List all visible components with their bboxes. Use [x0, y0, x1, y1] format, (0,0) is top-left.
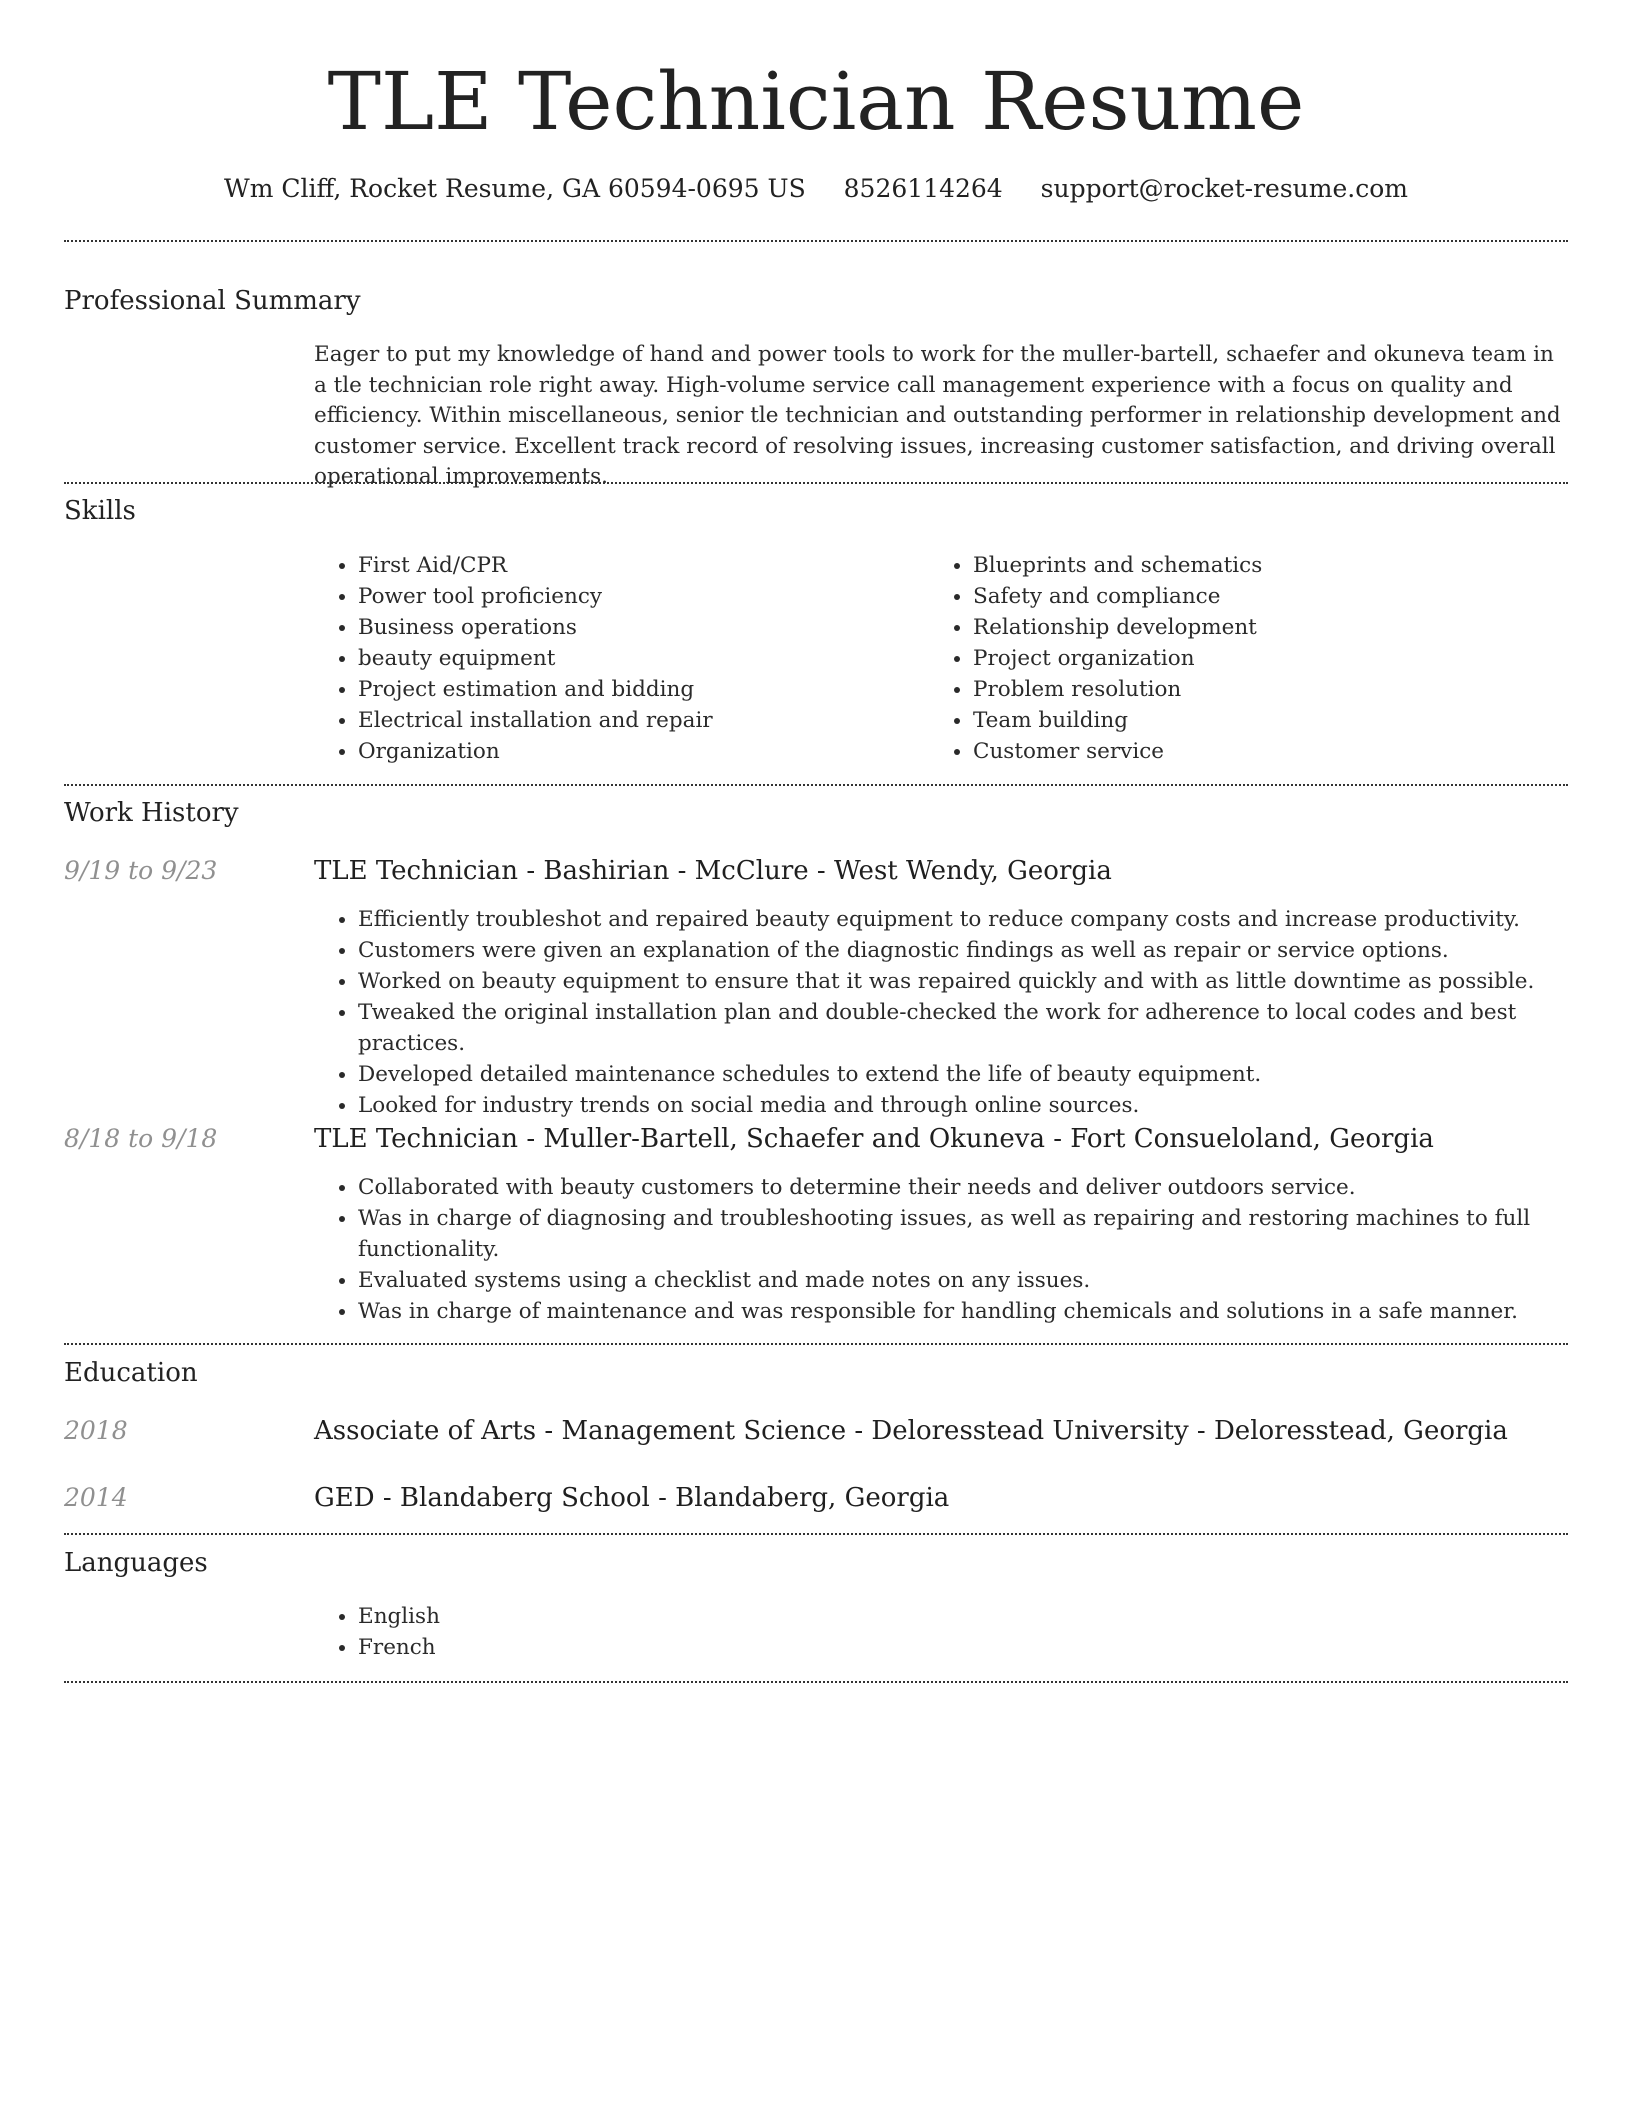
contact-address: Wm Cliff, Rocket Resume, GA 60594-0695 US	[224, 174, 806, 203]
list-item: • English	[358, 1601, 958, 1632]
list-item: • Organization	[358, 736, 918, 767]
list-item: • Blueprints and schematics	[973, 550, 1573, 581]
job-bullets	[314, 1172, 1558, 1327]
list-item: • Evaluated systems using a checklist and made notes on any issues.	[358, 1265, 1558, 1296]
divider	[64, 1533, 1568, 1535]
contact-phone[interactable]: 8526114264	[843, 174, 1003, 203]
list-item: • Collaborated with beauty customers to determine their needs and deliver outdoors service.	[358, 1172, 1558, 1203]
job-title: TLE Technician - Muller-Bartell, Schaefer and Okuneva - Fort Consueloland, Georgia	[314, 1124, 1434, 1154]
job-dates: 8/18 to 9/18	[64, 1124, 218, 1153]
list-item: • Power tool proficiency	[358, 581, 918, 612]
list-item: • Electrical installation and repair	[358, 705, 918, 736]
list-item: • Developed detailed maintenance schedules to extend the life of beauty equipment.	[358, 1059, 1612, 1090]
list-item: • Safety and compliance	[973, 581, 1573, 612]
summary-text: Eager to put my knowledge of hand and power tools to work for the muller-bartell, schaefer and okuneva team in a tle technician role right away. High-volume service call management experience with a focus on quality and efficiency. Within miscellaneous, senior tle technician and outstanding performer in relationship development and customer service. Excellent track record of resolving issues, increasing customer satisfaction, and driving overall operational improvements.	[314, 342, 1561, 489]
list-item: • Was in charge of maintenance and was responsible for handling chemicals and solutions in a safe manner.	[358, 1296, 1558, 1327]
divider	[64, 240, 1568, 242]
list-item: • Project organization	[973, 643, 1573, 674]
divider	[64, 482, 1568, 484]
job-dates: 9/19 to 9/23	[64, 856, 218, 885]
section-heading-skills: Skills	[64, 496, 136, 526]
list-item: • Business operations	[358, 612, 918, 643]
list-item: • Relationship development	[973, 612, 1573, 643]
job-title: TLE Technician - Bashirian - McClure - West Wendy, Georgia	[314, 856, 1112, 886]
divider	[64, 1343, 1568, 1345]
list-item: • Efficiently troubleshot and repaired beauty equipment to reduce company costs and increase productivity.	[358, 904, 1612, 935]
list-item: • French	[358, 1632, 958, 1663]
education-year: 2014	[64, 1483, 128, 1512]
list-item: • Project estimation and bidding	[358, 674, 918, 705]
list-item: • First Aid/CPR	[358, 550, 918, 581]
list-item: • Customers were given an explanation of the diagnostic findings as well as repair or service options.	[358, 935, 1612, 966]
education-degree: Associate of Arts - Management Science - Deloresstead University - Deloresstead, Georgia	[314, 1416, 1508, 1446]
job-bullets	[314, 904, 1612, 1121]
section-heading-work: Work History	[64, 798, 239, 828]
languages-list	[314, 1601, 958, 1663]
list-item: • Worked on beauty equipment to ensure that it was repaired quickly and with as little downtime as possible.	[358, 966, 1612, 997]
list-item: • Team building	[973, 705, 1573, 736]
contact-email[interactable]: support@rocket-resume.com	[1040, 174, 1408, 203]
list-item: • Tweaked the original installation plan and double-checked the work for adherence to local codes and best practices.	[358, 997, 1612, 1059]
divider	[64, 784, 1568, 786]
education-degree: GED - Blandaberg School - Blandaberg, Georgia	[314, 1483, 950, 1513]
education-year: 2018	[64, 1416, 128, 1445]
resume-title: TLE Technician Resume	[327, 55, 1305, 148]
list-item: • Looked for industry trends on social media and through online sources.	[358, 1090, 1612, 1121]
skills-list-left	[314, 550, 918, 767]
list-item: • beauty equipment	[358, 643, 918, 674]
list-item: • Customer service	[973, 736, 1573, 767]
skills-list-right	[929, 550, 1573, 767]
section-heading-education: Education	[64, 1358, 198, 1388]
list-item: • Problem resolution	[973, 674, 1573, 705]
list-item: • Was in charge of diagnosing and troubleshooting issues, as well as repairing and restoring machines to full functionality.	[358, 1203, 1558, 1265]
contact-line	[0, 170, 1632, 208]
section-heading-languages: Languages	[64, 1548, 208, 1578]
section-heading-summary: Professional Summary	[64, 286, 361, 316]
divider	[64, 1681, 1568, 1683]
